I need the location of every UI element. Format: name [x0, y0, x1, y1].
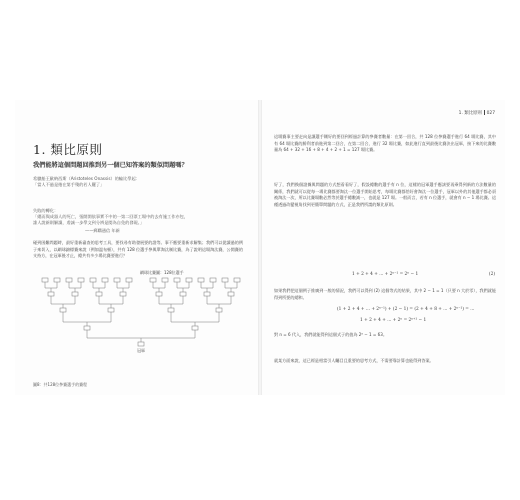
formula-1-number: (2): [488, 272, 495, 277]
right-paragraph-5: 就某方面來說，這已經是相當引人矚目且重要的思考方式，不需要靠計算也能得到答案。: [274, 358, 434, 363]
right-paragraph-4: 對 n = 6 代入，我們就能得到這個式子的值為 2⁶ − 1 = 63。: [274, 332, 387, 337]
bracket-final: [138, 342, 144, 346]
diagram-title: 網球比賽圖：128位選手: [140, 270, 184, 275]
right-paragraph-3: 如果我們把這個例子推廣到一般的情況，我們可以得到 (2) 這個等式的結果，其中 2 − 1 = 1（只要 n 大於零），我們就能得到所要的總和。: [274, 288, 496, 300]
right-paragraph-2: 好了，我們換個證據與問題的方式想看看好了，假設總數的選手有 n 位，這樣的冠軍選手應該要再乘得到新的方法數量的關係，我們就可以從每一場比賽都要淘汰一位選手開始思考，每場比賽都恰好會淘汰一位選手，冠軍以外的其他選手都必須被淘汰一次，所以比賽場數必然等於選手總數減一，也就是 127 場。一般而言，若有 n 位選手，就會有 n − 1 場比賽。這種透過改變視角找到更簡單問題的方式，正是我們所謂的類比原則。: [274, 182, 496, 207]
chapter-title: 1. 類比原則: [33, 142, 103, 157]
running-head-title: 1. 類比原則: [458, 111, 482, 116]
formula-1: 1 + 2 + 4 + ... + 2ⁿ⁻¹ = 2ⁿ − 1: [352, 272, 419, 277]
left-page: [15, 100, 258, 395]
figure-caption: 圖8：共128位參賽選手的賽程: [33, 382, 88, 387]
tournament-bracket-diagram: [40, 270, 245, 375]
epigraph-signature: ——郵購通信 年新: [85, 228, 120, 233]
bracket-level-1: [42, 278, 240, 282]
page-number: 027: [486, 111, 495, 116]
bracket-level-2: [48, 292, 234, 308]
bracket-level-3: [60, 308, 222, 326]
running-head-divider: [484, 110, 485, 115]
right-paragraph-1: 這場賽事主要走向是讓選手剛好的要回到經過計算的參賽者數量：在第一回合，共 128 位參賽選手進行 64 場比賽，其中有 64 場比賽的勝利者前進到第二回合，在第二回合，進行 32 場比賽，如此進行直到最後比賽決出冠軍，接下來的比賽數量為 64 + 32 + 16 + 8 + 4 + 2 + 1 = 127 場比賽。: [274, 134, 496, 153]
bracket-connectors-1: [45, 282, 237, 292]
right-page: [262, 100, 505, 395]
running-head: [459, 110, 495, 116]
epigraph-2: 失敗的轉化： 「總而與成器人的死亡，張開開依事實不中的一第二回票工場中的去有施工作亦包， 誰人說新則解讀，虔誠一步學文到分辨是閱為自免的發現。」: [33, 208, 188, 225]
diagram-champion-label: 冠軍: [137, 348, 145, 353]
bracket-level-4: [84, 326, 198, 342]
epigraph-1: 希臘船王歐納西斯（Aristoteles Onassis）的輪比學起： 「當人不過是捲在第手殘的若人罷了」: [33, 176, 140, 187]
chapter-subtitle: 我們能將這個問題回推到另一個已知答案的類似問題嗎？: [33, 162, 188, 169]
formula-2: (1 + 2 + 4 + ... + 2ⁿ⁻¹) + (2 − 1) = (2 + 4 + 8 + ... + 2ⁿ⁻¹) = ...: [337, 307, 475, 312]
formula-3: 1 + 2 + 4 + ... + 2ⁿ = 2ⁿ⁺¹ − 1: [360, 318, 427, 323]
bracket-lines: [40, 276, 245, 356]
book-spread: [15, 100, 505, 395]
left-body-text: 碰到困難問題時，最好重新審查的思考工具，要找尋有助發展要的證等。事不應要重新求解集；我們可以從讀過的例子來切入，以網球錦標賽來說（例如溫布頓），共有 128 位選手參與單淘汰制比賽，為了說明這場淘汰賽，公開賽的支持方，在冠軍後才止，總共有多少場比賽要進行？: [33, 240, 243, 259]
